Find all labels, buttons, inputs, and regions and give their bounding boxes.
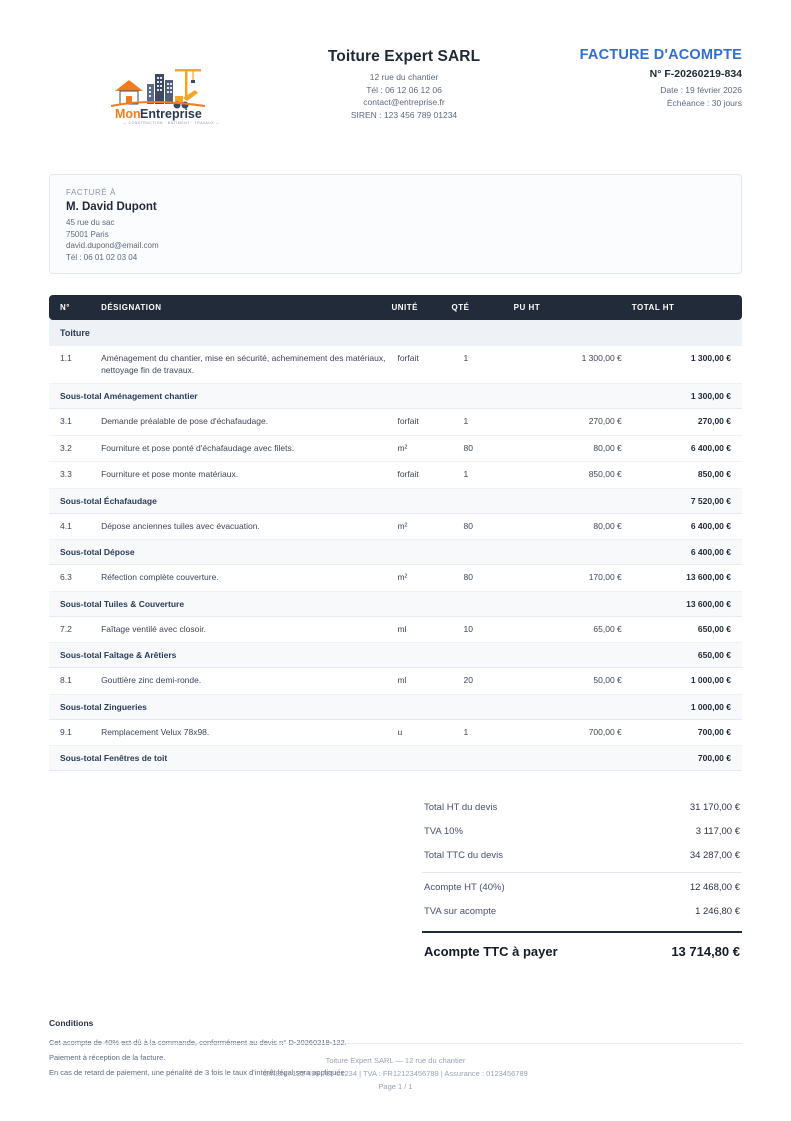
table-subtotal-row	[49, 488, 742, 513]
company-logo	[49, 44, 281, 126]
footer-page-number: Page 1 / 1	[378, 1082, 413, 1091]
row-number: 3.3	[49, 462, 101, 489]
row-unit-price: 80,00 €	[514, 513, 632, 540]
table-row	[49, 719, 742, 746]
monentreprise-logo-icon	[109, 60, 221, 126]
conditions-title: Conditions	[49, 1017, 94, 1028]
client-address: 45 rue du sac	[66, 218, 115, 227]
grand-total-row	[422, 931, 742, 966]
footer-company: Toiture Expert SARL — 12 rue du chantier	[325, 1056, 466, 1065]
category-label: Toiture	[49, 320, 742, 346]
conditions-line: Cet acompte de 40% est dû à la commande, conformément au devis n° D-20260218-122.	[49, 1037, 347, 1047]
total-label: TVA 10%	[424, 825, 463, 837]
table-subtotal-row	[49, 540, 742, 565]
row-total: 270,00 €	[632, 409, 742, 436]
row-designation: Remplacement Velux 78x98.	[101, 719, 391, 746]
row-number: 1.1	[49, 346, 101, 384]
row-designation: Réfection complète couverture.	[101, 565, 391, 592]
table-subtotal-row	[49, 694, 742, 719]
invoice-title: FACTURE D'ACOMPTE	[579, 47, 742, 63]
client-phone: Tél : 06 01 02 03 04	[66, 252, 138, 262]
row-designation: Dépose anciennes tuiles avec évacuation.	[101, 513, 391, 540]
subtotal-label: Sous-total Dépose	[49, 540, 632, 565]
bill-to-panel	[49, 174, 742, 274]
subtotal-amount: 650,00 €	[632, 643, 742, 668]
table-subtotal-row	[49, 591, 742, 616]
grand-total-label: Acompte TTC à payer	[424, 944, 558, 959]
column-header-qty: QTÉ	[452, 295, 514, 320]
bill-to-label: FACTURÉ À	[66, 188, 116, 197]
row-total: 650,00 €	[632, 616, 742, 643]
row-total: 1 000,00 €	[632, 668, 742, 695]
total-value: 1 246,80 €	[695, 905, 740, 917]
company-siren: SIREN : 123 456 789 01234	[350, 109, 458, 120]
row-unit-price: 170,00 €	[514, 565, 632, 592]
table-category-row	[49, 320, 742, 346]
company-email: contact@entreprise.fr	[363, 97, 445, 107]
client-city: 75001 Paris	[66, 229, 109, 239]
client-name: M. David Dupont	[66, 201, 157, 213]
subtotal-amount: 6 400,00 €	[632, 540, 742, 565]
row-quantity: 1	[452, 346, 514, 384]
column-header-unit-price: PU HT	[514, 295, 632, 320]
table-subtotal-row	[49, 746, 742, 771]
row-unit: forfait	[391, 462, 451, 489]
row-unit-price: 80,00 €	[514, 435, 632, 462]
table-row	[49, 462, 742, 489]
total-label: TVA sur acompte	[424, 905, 497, 917]
row-designation: Demande préalable de pose d'échafaudage.	[101, 409, 391, 436]
row-designation: Gouttière zinc demi-ronde.	[101, 668, 391, 695]
total-label: Total TTC du devis	[424, 849, 504, 861]
subtotal-label: Sous-total Échafaudage	[49, 488, 632, 513]
row-number: 3.2	[49, 435, 101, 462]
table-row	[49, 513, 742, 540]
subtotal-label: Sous-total Aménagement chantier	[49, 384, 632, 409]
totals-row	[422, 875, 742, 899]
table-row	[49, 565, 742, 592]
row-total: 13 600,00 €	[632, 565, 742, 592]
totals-row	[422, 843, 742, 867]
row-quantity: 1	[452, 719, 514, 746]
row-unit-price: 50,00 €	[514, 668, 632, 695]
subtotal-amount: 13 600,00 €	[632, 591, 742, 616]
line-items-table	[49, 295, 742, 771]
row-unit-price: 700,00 €	[514, 719, 632, 746]
table-subtotal-row	[49, 643, 742, 668]
subtotal-amount: 700,00 €	[632, 746, 742, 771]
totals-row	[422, 899, 742, 923]
company-phone: Tél : 06 12 06 12 06	[366, 84, 442, 95]
invoice-info	[527, 44, 742, 109]
table-subtotal-row	[49, 384, 742, 409]
row-quantity: 20	[452, 668, 514, 695]
table-row	[49, 435, 742, 462]
totals-row	[422, 819, 742, 843]
table-row	[49, 668, 742, 695]
company-info	[281, 44, 527, 121]
table-row	[49, 409, 742, 436]
invoice-number: N° F-20260219-834	[649, 68, 742, 80]
subtotal-label: Sous-total Faîtage & Arêtiers	[49, 643, 632, 668]
subtotal-label: Sous-total Tuiles & Couverture	[49, 591, 632, 616]
grand-total-value: 13 714,80 €	[671, 944, 740, 959]
row-number: 4.1	[49, 513, 101, 540]
row-number: 8.1	[49, 668, 101, 695]
column-header-num: N°	[49, 295, 101, 320]
column-header-unit: UNITÉ	[391, 295, 451, 320]
document-header	[49, 0, 742, 130]
total-value: 12 468,00 €	[689, 881, 740, 893]
row-unit-price: 65,00 €	[514, 616, 632, 643]
row-quantity: 1	[452, 409, 514, 436]
row-unit-price: 850,00 €	[514, 462, 632, 489]
total-value: 34 287,00 €	[689, 849, 740, 861]
row-unit: ml	[391, 668, 451, 695]
row-unit-price: 1 300,00 €	[514, 346, 632, 384]
company-address: 12 rue du chantier	[369, 72, 439, 82]
row-designation: Fourniture et pose monte matériaux.	[101, 462, 391, 489]
row-quantity: 1	[452, 462, 514, 489]
svg-text:Entreprise: Entreprise	[140, 107, 202, 121]
svg-text:Mon: Mon	[115, 107, 141, 121]
table-header	[49, 295, 742, 320]
row-quantity: 80	[452, 513, 514, 540]
subtotal-label: Sous-total Fenêtres de toit	[49, 746, 632, 771]
row-unit-price: 270,00 €	[514, 409, 632, 436]
row-total: 6 400,00 €	[632, 513, 742, 540]
row-quantity: 10	[452, 616, 514, 643]
row-number: 3.1	[49, 409, 101, 436]
totals-group-deposit	[422, 875, 742, 923]
total-value: 31 170,00 €	[689, 801, 740, 813]
totals-row	[422, 795, 742, 819]
document-footer	[49, 1043, 742, 1093]
svg-text:— CONSTRUCTION · BÂTIMENT · TR: — CONSTRUCTION · BÂTIMENT · TRAVAUX —	[123, 121, 220, 125]
subtotal-amount: 7 520,00 €	[632, 488, 742, 513]
row-designation: Faîtage ventilé avec closoir.	[101, 616, 391, 643]
row-number: 9.1	[49, 719, 101, 746]
row-unit: u	[391, 719, 451, 746]
column-header-designation: DÉSIGNATION	[101, 295, 391, 320]
total-value: 3 117,00 €	[695, 825, 740, 837]
client-email: david.dupond@email.com	[66, 241, 159, 250]
row-quantity: 80	[452, 565, 514, 592]
row-total: 6 400,00 €	[632, 435, 742, 462]
invoice-due: Échéance : 30 jours	[666, 97, 742, 108]
row-designation: Aménagement du chantier, mise en sécurité, acheminement des matériaux, nettoyage fin de travaux.	[101, 346, 391, 384]
row-unit: m²	[391, 513, 451, 540]
subtotal-amount: 1 300,00 €	[632, 384, 742, 409]
totals-group-primary	[422, 795, 742, 867]
row-number: 6.3	[49, 565, 101, 592]
column-header-total: TOTAL HT	[632, 295, 742, 320]
conditions-line: En cas de retard de paiement, une pénalité de 3 fois le taux d'intérêt légal sera appliquée.	[49, 1067, 347, 1077]
row-total: 850,00 €	[632, 462, 742, 489]
row-unit: m²	[391, 435, 451, 462]
subtotal-label: Sous-total Zingueries	[49, 694, 632, 719]
total-label: Acompte HT (40%)	[424, 881, 505, 893]
invoice-date: Date : 19 février 2026	[660, 85, 742, 95]
table-row	[49, 616, 742, 643]
row-unit: ml	[391, 616, 451, 643]
row-designation: Fourniture et pose ponté d'échafaudage avec filets.	[101, 435, 391, 462]
row-unit: forfait	[391, 409, 451, 436]
company-name: Toiture Expert SARL	[327, 48, 481, 65]
row-total: 700,00 €	[632, 719, 742, 746]
total-label: Total HT du devis	[424, 801, 498, 813]
row-number: 7.2	[49, 616, 101, 643]
conditions-line: Paiement à réception de la facture.	[49, 1052, 166, 1062]
subtotal-amount: 1 000,00 €	[632, 694, 742, 719]
row-unit: forfait	[391, 346, 451, 384]
footer-legal: SIREN : 123 456 789 01234 | TVA : FR12123456789 | Assurance : 0123456789	[263, 1069, 528, 1078]
totals-divider	[422, 872, 742, 873]
row-unit: m²	[391, 565, 451, 592]
row-quantity: 80	[452, 435, 514, 462]
totals-section	[49, 795, 742, 966]
table-row	[49, 346, 742, 384]
table-body	[49, 320, 742, 771]
row-total: 1 300,00 €	[632, 346, 742, 384]
